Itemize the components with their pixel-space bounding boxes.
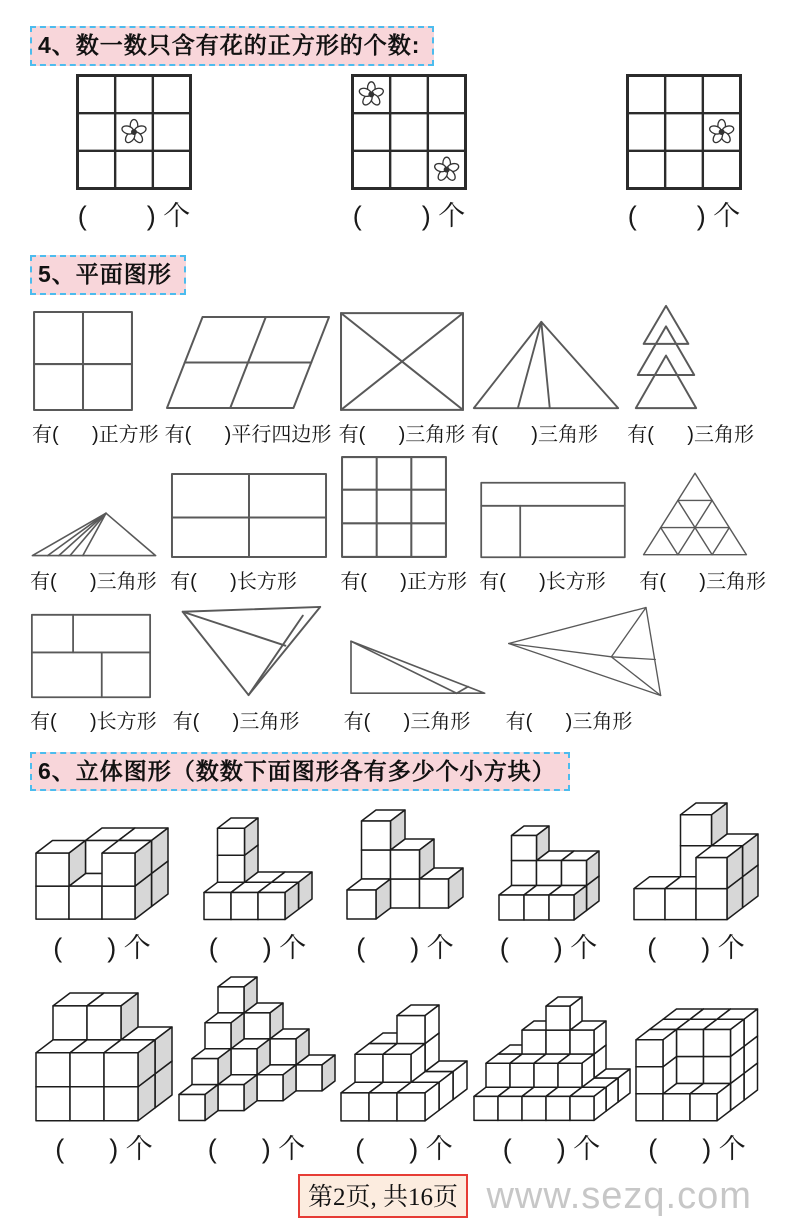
flower-icon [434,157,460,182]
answer-blank: ( ) 个 [648,1134,746,1165]
plane-figure-rtri-sub [344,633,490,699]
plane-figure-cell [627,303,754,447]
flower-icon [709,119,735,144]
cube-stack-figure [34,826,170,922]
plane-figure-rect-sub [479,481,627,559]
figure-count-label: 有( )长方形 [479,570,606,593]
answer-blank: ( ) 个 [499,933,598,964]
cube-figure-cell [345,808,465,965]
section5-title: 5、平面图形 [30,255,186,295]
plane-figure-cell [170,472,328,594]
plane-figure-obtuse-fan [30,509,158,559]
plane-figure-row [0,602,800,734]
cube-figure-cell [497,824,601,965]
cube-figure-cell [177,975,337,1166]
section4-title: 4、数一数只含有花的正方形的个数: [30,26,434,66]
cube-figure-cell [632,801,760,965]
answer-blank: ( ) 个 [355,1134,453,1165]
cube-figure-cell [339,1003,469,1166]
answer-blank: ( ) 个 [53,933,151,964]
plane-figure-para-4 [165,313,333,412]
plane-figure-cell [173,602,328,734]
plane-figure-cell [506,602,666,734]
plane-figure-row [0,455,800,594]
cube-stack-figure [345,808,465,922]
figure-count-label: 有( )三角形 [627,423,754,446]
page-number-box: 第2页, 共16页 [298,1174,468,1218]
figure-count-label: 有( )三角形 [172,710,300,733]
figure-count-label: 有( )三角形 [505,710,633,733]
answer-blank: ( ) 个 [55,1134,153,1165]
cube-stack-figure [177,975,337,1123]
plane-figure-tri-stack [627,303,705,412]
plane-figure-cell [344,633,490,734]
flower-grid-cell [626,74,742,233]
cube-figure-cell [34,826,170,965]
plane-figure-cell [639,469,766,594]
plane-figure-square-x [339,311,465,412]
answer-blank: ( ) 个 [647,933,745,964]
plane-figure-cell [30,509,158,594]
plane-figure-cell [479,481,627,594]
plane-figure-dart [506,602,666,699]
cube-figure-cell [634,1007,760,1166]
page-footer [0,1174,800,1218]
figure-count-label: 有( )正方形 [340,570,467,593]
cube-figure-cell [34,991,174,1166]
flower-icon [121,119,147,144]
cube-stack-figure [34,991,174,1123]
plane-figure-row [0,303,800,447]
figure-count-label: 有( )三角形 [471,423,598,446]
section6-figures [0,801,800,1166]
cube-stack-figure [634,1007,760,1123]
figure-count-label: 有( )平行四边形 [164,423,332,446]
plane-figure-square-4 [32,310,134,412]
cube-stack-figure [202,816,314,922]
flower-icon [358,82,384,107]
plane-figure-cell [471,318,621,447]
figure-count-label: 有( )三角形 [343,710,471,733]
cube-stack-figure [632,801,760,922]
plane-figure-rect-4 [170,472,328,559]
cube-figure-cell [472,995,632,1166]
answer-blank: ( ) 个 [77,200,191,231]
figure-count-label: 有( )三角形 [30,570,157,593]
counting-grid-figure [76,74,192,190]
counting-grid-figure [351,74,467,190]
cube-stack-figure [497,824,601,922]
figure-count-label: 有( )正方形 [32,423,159,446]
plane-figure-rect-5 [30,613,152,699]
plane-figure-tri-grid9 [639,469,751,559]
figure-count-label: 有( )长方形 [30,710,157,733]
answer-blank: ( ) 个 [207,1134,306,1165]
answer-blank: ( ) 个 [352,200,466,231]
cube-stack-figure [472,995,632,1123]
answer-blank: ( ) 个 [208,933,307,964]
plane-figure-cell [32,310,159,447]
plane-figure-cell [339,311,466,447]
cube-figure-cell [202,816,314,965]
plane-figure-grid-3x3 [340,455,448,559]
plane-figure-tri-fan [471,318,621,412]
answer-blank: ( ) 个 [356,933,454,964]
flower-grid-cell [351,74,467,233]
figure-count-label: 有( )三角形 [639,570,766,593]
plane-figure-cell [340,455,467,594]
section4-grid-row [0,66,800,233]
figure-count-label: 有( )长方形 [170,570,297,593]
plane-figure-cell [30,613,157,734]
watermark: www.sezq.com [486,1174,752,1217]
cube-figure-row [0,975,800,1166]
counting-grid-figure [626,74,742,190]
flower-grid-cell [76,74,192,233]
section5-figures [0,303,800,734]
figure-count-label: 有( )三角形 [338,423,466,446]
answer-blank: ( ) 个 [502,1134,601,1165]
answer-blank: ( ) 个 [627,200,741,231]
cube-stack-figure [339,1003,469,1123]
section6-title: 6、立体图形（数数下面图形各有多少个小方块） [30,752,570,792]
cube-figure-row [0,801,800,965]
plane-figure-quad-tri [173,602,328,699]
plane-figure-cell [165,313,333,447]
